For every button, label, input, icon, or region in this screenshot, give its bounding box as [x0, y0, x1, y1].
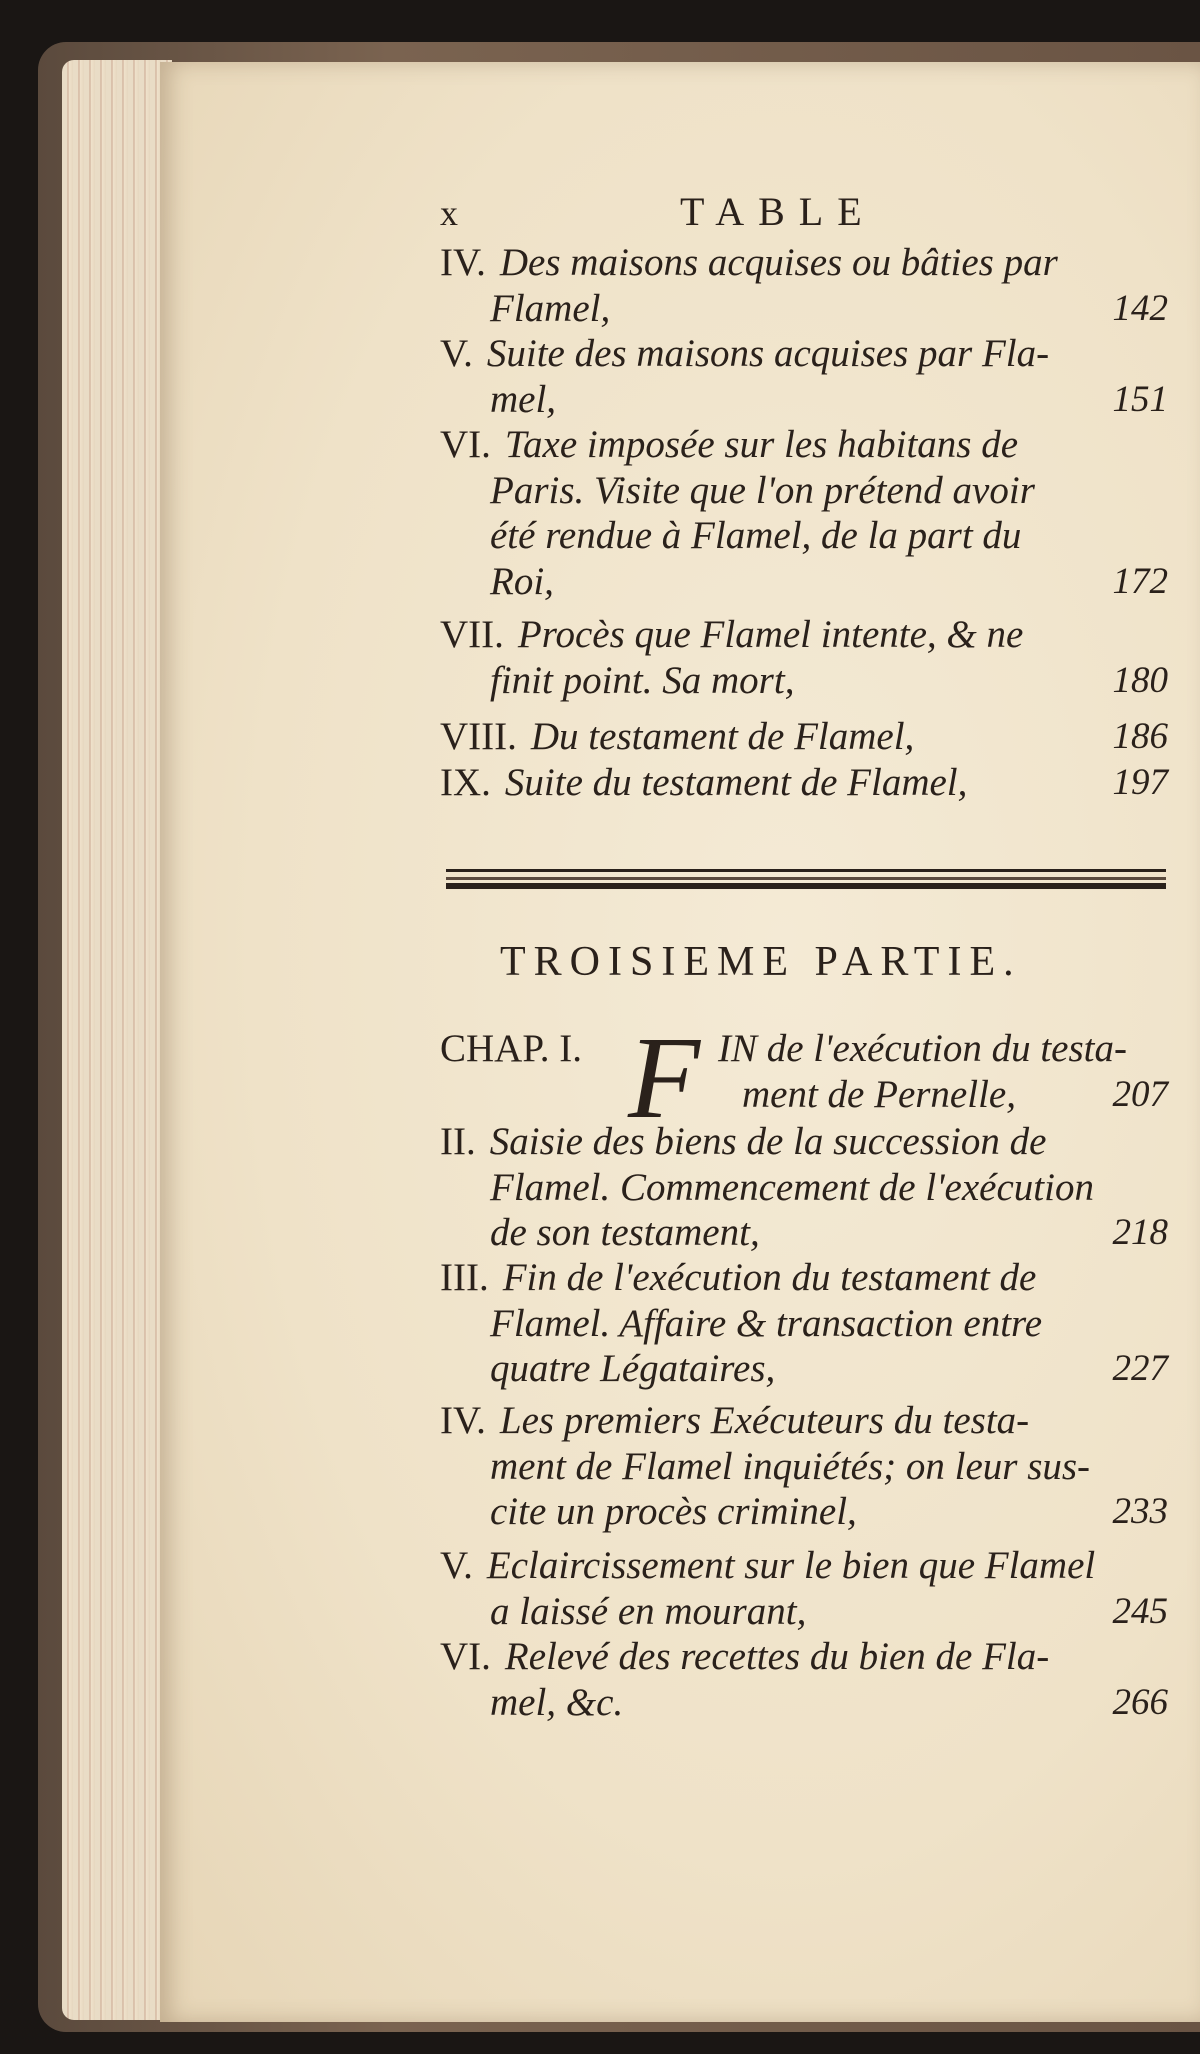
page-number: 266	[1112, 1681, 1168, 1723]
entry-line: a laissé en mourant,	[490, 1589, 807, 1633]
toc-entry	[440, 1119, 1168, 1256]
toc-entry	[440, 714, 1168, 760]
toc-entry	[440, 422, 1168, 604]
entry-line: de son testament,	[490, 1211, 760, 1254]
chapter-number: IV.	[440, 241, 486, 284]
page-number: 186	[1112, 716, 1168, 757]
drop-cap: F	[628, 1012, 701, 1143]
chapter-number: VIII.	[440, 715, 517, 758]
toc-entry	[440, 1398, 1168, 1535]
chapter-number: IV.	[440, 1399, 486, 1442]
page-number: 233	[1112, 1491, 1168, 1532]
toc-entry	[440, 760, 1168, 806]
entry-line: quatre Légataires,	[490, 1347, 776, 1390]
entry-line: ment de Pernelle,	[742, 1072, 1016, 1116]
page-number: 142	[1112, 287, 1168, 329]
entry-line: Relevé des recettes du bien de Fla-	[504, 1635, 1050, 1678]
entry-line: Flamel,	[490, 286, 611, 330]
page-number: 197	[1112, 762, 1168, 803]
chapter-number: III.	[440, 1256, 489, 1299]
page-number: 218	[1112, 1212, 1168, 1253]
entry-line: mel,	[490, 377, 557, 421]
entry-line: IN de l'exécution du testa-	[717, 1027, 1127, 1070]
folio: x	[440, 193, 458, 233]
toc-entry	[440, 331, 1168, 422]
page-edges	[62, 60, 172, 2020]
entry-line: Des maisons acquises ou bâties par	[499, 241, 1058, 284]
toc-entry	[440, 240, 1168, 331]
entry-line: Eclaircissement sur le bien que Flamel	[486, 1544, 1096, 1587]
entry-line: Fin de l'exécution du testament de	[502, 1256, 1037, 1299]
toc-entry	[440, 1543, 1168, 1634]
section-rule	[446, 869, 1166, 889]
entry-line: mel, &c.	[490, 1680, 624, 1724]
chapter-number: V.	[440, 332, 473, 375]
page-number: 180	[1112, 659, 1168, 701]
entry-line: Saisie des biens de la succession de	[489, 1120, 1047, 1163]
entry-line: Flamel. Affaire & transaction entre	[490, 1301, 1043, 1345]
entry-line: Flamel. Commencement de l'exécution	[490, 1165, 1094, 1209]
toc-entry	[440, 612, 1168, 703]
chapter-number: VI.	[440, 423, 491, 466]
page-number: 151	[1112, 378, 1168, 420]
entry-line: Taxe imposée sur les habitans de	[504, 423, 1019, 466]
running-head: TABLE	[680, 189, 876, 234]
page-number: 227	[1112, 1348, 1168, 1389]
chapter-number: VII.	[440, 613, 504, 656]
page-number: 172	[1112, 560, 1168, 602]
toc-entry	[440, 1026, 1168, 1117]
page-number: 245	[1112, 1590, 1168, 1632]
entry-line: ment de Flamel inquiétés; on leur sus-	[490, 1444, 1091, 1488]
entry-line: Roi,	[490, 559, 554, 603]
toc-entry	[440, 1255, 1168, 1392]
part-title: TROISIEME PARTIE.	[500, 939, 1022, 985]
entry-line: finit point. Sa mort,	[490, 658, 795, 702]
entry-line: cite un procès criminel,	[490, 1490, 857, 1533]
entry-line: Suite des maisons acquises par Fla-	[486, 332, 1050, 375]
page-number: 207	[1112, 1073, 1168, 1115]
chapter-number: V.	[440, 1544, 473, 1587]
chapter-number: II.	[440, 1120, 476, 1163]
entry-line: Paris. Visite que l'on prétend avoir	[490, 468, 1035, 512]
chapter-number: VI.	[440, 1635, 491, 1678]
entry-line: été rendue à Flamel, de la part du	[490, 514, 1022, 557]
chapter-label: CHAP. I.	[440, 1027, 582, 1070]
toc-entry	[440, 1634, 1168, 1725]
entry-line: Du testament de Flamel,	[530, 715, 915, 758]
entry-line: Suite du testament de Flamel,	[504, 761, 968, 804]
chapter-number: IX.	[440, 761, 491, 804]
entry-line: Procès que Flamel intente, & ne	[517, 613, 1024, 656]
entry-line: Les premiers Exécuteurs du testa-	[499, 1399, 1030, 1442]
